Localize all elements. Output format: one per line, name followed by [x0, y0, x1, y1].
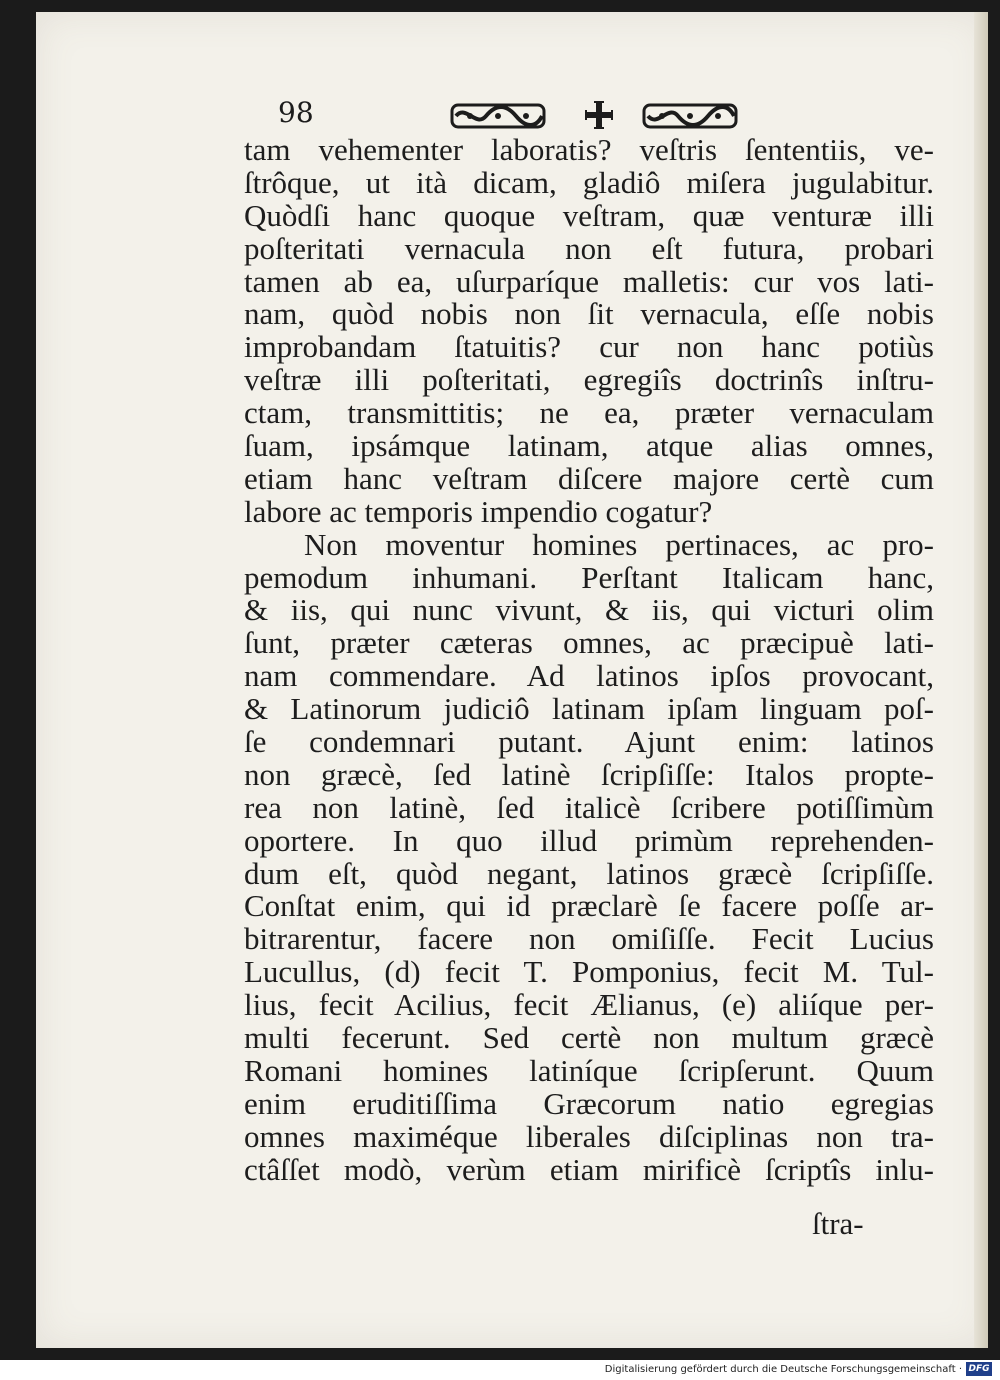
text-line: rea non latinè, ſed italicè ſcribere potiſſimùm	[244, 789, 934, 825]
text-line: & Latinorum judiciô latinam ipſam linguam poſ-	[244, 691, 934, 727]
cross-ornament-icon	[584, 100, 614, 130]
text-line: ſtrôque, ut ità dicam, gladiô miſera jugulabitur.	[244, 164, 934, 200]
text-line: Lucullus, (d) fecit T. Pomponius, fecit M. Tul-	[244, 954, 934, 990]
text-line: tamen ab ea, uſurparíque malletis: cur vos lati-	[244, 263, 934, 299]
ornament-right-icon	[642, 102, 738, 130]
text-line: & iis, qui nunc vivunt, & iis, qui victuri olim	[244, 592, 934, 628]
text-line: ſunt, præter cæteras omnes, ac præcipuè lati-	[244, 625, 934, 661]
page-header	[244, 96, 944, 136]
text-line: Conſtat enim, qui id præclarè ſe facere poſſe ar-	[244, 888, 934, 924]
text-line: multi fecerunt. Sed certè non multum græcè	[244, 1020, 934, 1056]
text-line: omnes maximéque liberales diſciplinas non tra-	[244, 1118, 934, 1154]
text-line: Quòdſi hanc quoque veſtram, quæ venturæ illi	[244, 197, 934, 233]
page-edge	[974, 12, 988, 1348]
ornament-left-icon	[450, 102, 546, 130]
text-line: nam, quòd nobis non ſit vernacula, eſſe nobis	[244, 296, 934, 332]
text-line: ſuam, ipsámque latinam, atque alias omnes,	[244, 428, 934, 464]
page-number: 98	[278, 96, 314, 129]
text-line: ſe condemnari putant. Ajunt enim: latinos	[244, 724, 934, 760]
text-line: Romani homines latiníque ſcripſerunt. Quum	[244, 1052, 934, 1088]
text-line: dum eſt, quòd negant, latinos græcè ſcripſiſſe.	[244, 855, 934, 891]
text-line: labore ac temporis impendio cogatur?	[244, 493, 713, 529]
text-line: pemodum inhumani. Perſtant Italicam hanc,	[244, 559, 934, 595]
text-line: lius, fecit Acilius, fecit Ælianus, (e) aliíque per-	[244, 987, 934, 1023]
text-line: ctâſſet modò, verùm etiam mirificè ſcriptîs inlu-	[244, 1151, 934, 1187]
text-line: bitrarentur, facere non omiſiſſe. Fecit Lucius	[244, 921, 934, 957]
text-line: non græcè, ſed latinè ſcripſiſſe: Italos propte-	[244, 756, 934, 792]
text-line: improbandam ſtatuitis? cur non hanc potiùs	[244, 329, 934, 365]
digitization-credit: Digitalisierung gefördert durch die Deutsche Forschungsgemeinschaft ·	[604, 1364, 962, 1375]
dfg-logo: DFG	[966, 1362, 992, 1376]
text-line: Non moventur homines pertinaces, ac pro-	[304, 526, 934, 562]
text-line: tam vehementer laboratis? veſtris ſententiis, ve-	[244, 132, 934, 167]
text-line: nam commendare. Ad latinos ipſos provocant,	[244, 658, 934, 694]
catchword: ſtra-	[812, 1206, 864, 1241]
text-line: enim eruditiſſima Græcorum natio egregias	[244, 1085, 934, 1121]
text-line: poſteritati vernacula non eſt futura, probari	[244, 230, 934, 266]
text-line: oportere. In quo illud primùm reprehenden-	[244, 822, 934, 858]
text-line: etiam hanc veſtram diſcere majore certè cum	[244, 460, 934, 496]
body-text	[244, 134, 934, 1187]
text-line: ctam, transmittitis; ne ea, præter vernaculam	[244, 395, 934, 431]
text-line: veſtræ illi poſteritati, egregiîs doctrinîs inſtru-	[244, 362, 934, 398]
